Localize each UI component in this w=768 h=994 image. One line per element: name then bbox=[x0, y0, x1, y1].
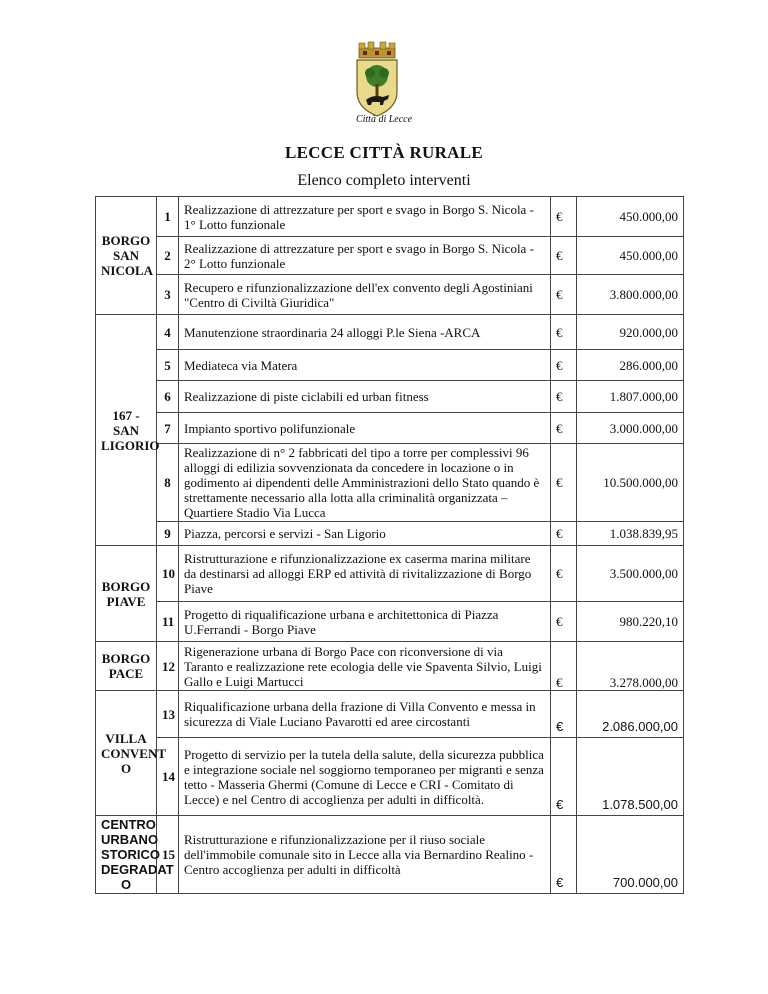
row-description: Realizzazione di attrezzature per sport e svago in Borgo S. Nicola - 1° Lotto funzionale bbox=[179, 197, 551, 237]
row-description: Riqualificazione urbana della frazione di Villa Convento e messa in sicurezza di Viale Luciano Pavarotti ed aree circostanti bbox=[179, 691, 551, 738]
row-number: 4 bbox=[157, 315, 179, 350]
currency-symbol: € bbox=[551, 237, 577, 275]
currency-symbol: € bbox=[551, 642, 577, 691]
currency-symbol: € bbox=[551, 381, 577, 413]
row-number: 9 bbox=[157, 522, 179, 546]
row-description: Mediateca via Matera bbox=[179, 350, 551, 381]
currency-symbol: € bbox=[551, 275, 577, 315]
row-amount: 450.000,00 bbox=[577, 237, 684, 275]
row-description: Realizzazione di piste ciclabili ed urban fitness bbox=[179, 381, 551, 413]
row-description: Realizzazione di n° 2 fabbricati del tipo a torre per complessivi 96 alloggi di edilizia sovvenzionata da concedere in locazione o in godimento ai dipendenti delle Amministrazioni dello Stato quando è strettamente necessario alla lotta alla criminalità organizzata – Quartiere Stadio Via Lucca bbox=[179, 444, 551, 522]
table-row bbox=[96, 237, 684, 275]
row-number: 11 bbox=[157, 602, 179, 642]
row-description: Ristrutturazione e rifunzionalizzazione ex caserma marina militare da destinarsi ad alloggi ERP ed attività di rivitalizzazione di Borgo Piave bbox=[179, 546, 551, 602]
row-amount: 3.000.000,00 bbox=[577, 413, 684, 444]
row-description: Rigenerazione urbana di Borgo Pace con riconversione di via Taranto e realizzazione rete ecologia delle vie Spaventa Silvio, Luigi Gallo e Luigi Martucci bbox=[179, 642, 551, 691]
group-label: VILLA CONVENT O bbox=[96, 691, 157, 816]
table-row bbox=[96, 350, 684, 381]
row-amount: 1.078.500,00 bbox=[577, 738, 684, 816]
row-description: Piazza, percorsi e servizi - San Ligorio bbox=[179, 522, 551, 546]
interventions-table bbox=[95, 196, 684, 894]
page-subtitle: Elenco completo interventi bbox=[297, 172, 471, 189]
currency-symbol: € bbox=[551, 413, 577, 444]
row-amount: 1.038.839,95 bbox=[577, 522, 684, 546]
row-amount: 700.000,00 bbox=[577, 816, 684, 894]
table-row bbox=[96, 381, 684, 413]
row-number: 7 bbox=[157, 413, 179, 444]
table-row bbox=[96, 413, 684, 444]
row-number: 13 bbox=[157, 691, 179, 738]
row-amount: 3.278.000,00 bbox=[577, 642, 684, 691]
row-number: 12 bbox=[157, 642, 179, 691]
group-label: CENTRO URBANO STORICO DEGRADAT O bbox=[96, 816, 157, 894]
row-number: 14 bbox=[157, 738, 179, 816]
table-row bbox=[96, 642, 684, 691]
city-caption: Città di Lecce bbox=[355, 114, 413, 125]
table-row bbox=[96, 691, 684, 738]
table-row bbox=[96, 816, 684, 894]
row-number: 10 bbox=[157, 546, 179, 602]
currency-symbol: € bbox=[551, 816, 577, 894]
currency-symbol: € bbox=[551, 197, 577, 237]
table-row bbox=[96, 197, 684, 237]
row-amount: 1.807.000,00 bbox=[577, 381, 684, 413]
row-amount: 2.086.000,00 bbox=[577, 691, 684, 738]
row-number: 2 bbox=[157, 237, 179, 275]
currency-symbol: € bbox=[551, 546, 577, 602]
row-amount: 10.500.000,00 bbox=[577, 444, 684, 522]
row-number: 1 bbox=[157, 197, 179, 237]
city-crest-logo bbox=[349, 40, 405, 120]
row-number: 15 bbox=[157, 816, 179, 894]
row-description: Manutenzione straordinaria 24 alloggi P.le Siena -ARCA bbox=[179, 315, 551, 350]
currency-symbol: € bbox=[551, 602, 577, 642]
row-description: Impianto sportivo polifunzionale bbox=[179, 413, 551, 444]
currency-symbol: € bbox=[551, 691, 577, 738]
row-number: 6 bbox=[157, 381, 179, 413]
row-number: 5 bbox=[157, 350, 179, 381]
row-amount: 450.000,00 bbox=[577, 197, 684, 237]
row-description: Progetto di servizio per la tutela della salute, della sicurezza pubblica e integrazione sociale nel soggiorno temporaneo per migranti e senza tetto - Masseria Ghermi (Comune di Lecce e CRI - Comitato di Lecce) e nel Centro di accoglienza per adulti in difficoltà. bbox=[179, 738, 551, 816]
row-description: Recupero e rifunzionalizzazione dell'ex convento degli Agostiniani "Centro di Civiltà Giuridica" bbox=[179, 275, 551, 315]
row-amount: 3.800.000,00 bbox=[577, 275, 684, 315]
table-row bbox=[96, 546, 684, 602]
group-label: BORGO PACE bbox=[96, 642, 157, 691]
table-row bbox=[96, 522, 684, 546]
currency-symbol: € bbox=[551, 315, 577, 350]
row-description: Ristrutturazione e rifunzionalizzazione per il riuso sociale dell'immobile comunale sito in Lecce alla via Bernardino Realino - Centro accoglienza per adulti in difficoltà bbox=[179, 816, 551, 894]
row-amount: 980.220,10 bbox=[577, 602, 684, 642]
page-title: LECCE CITTÀ RURALE bbox=[284, 143, 484, 162]
group-label: BORGO PIAVE bbox=[96, 546, 157, 642]
table-row bbox=[96, 738, 684, 816]
row-amount: 286.000,00 bbox=[577, 350, 684, 381]
row-number: 3 bbox=[157, 275, 179, 315]
currency-symbol: € bbox=[551, 444, 577, 522]
table-row bbox=[96, 315, 684, 350]
table-row bbox=[96, 602, 684, 642]
row-description: Progetto di riqualificazione urbana e architettonica di Piazza U.Ferrandi - Borgo Piave bbox=[179, 602, 551, 642]
row-description: Realizzazione di attrezzature per sport e svago in Borgo S. Nicola - 2° Lotto funzionale bbox=[179, 237, 551, 275]
table-row bbox=[96, 444, 684, 522]
row-amount: 3.500.000,00 bbox=[577, 546, 684, 602]
table-row bbox=[96, 275, 684, 315]
currency-symbol: € bbox=[551, 522, 577, 546]
group-label: BORGO SAN NICOLA bbox=[96, 197, 157, 315]
currency-symbol: € bbox=[551, 350, 577, 381]
currency-symbol: € bbox=[551, 738, 577, 816]
group-label: 167 - SAN LIGORIO bbox=[96, 315, 157, 546]
row-number: 8 bbox=[157, 444, 179, 522]
row-amount: 920.000,00 bbox=[577, 315, 684, 350]
